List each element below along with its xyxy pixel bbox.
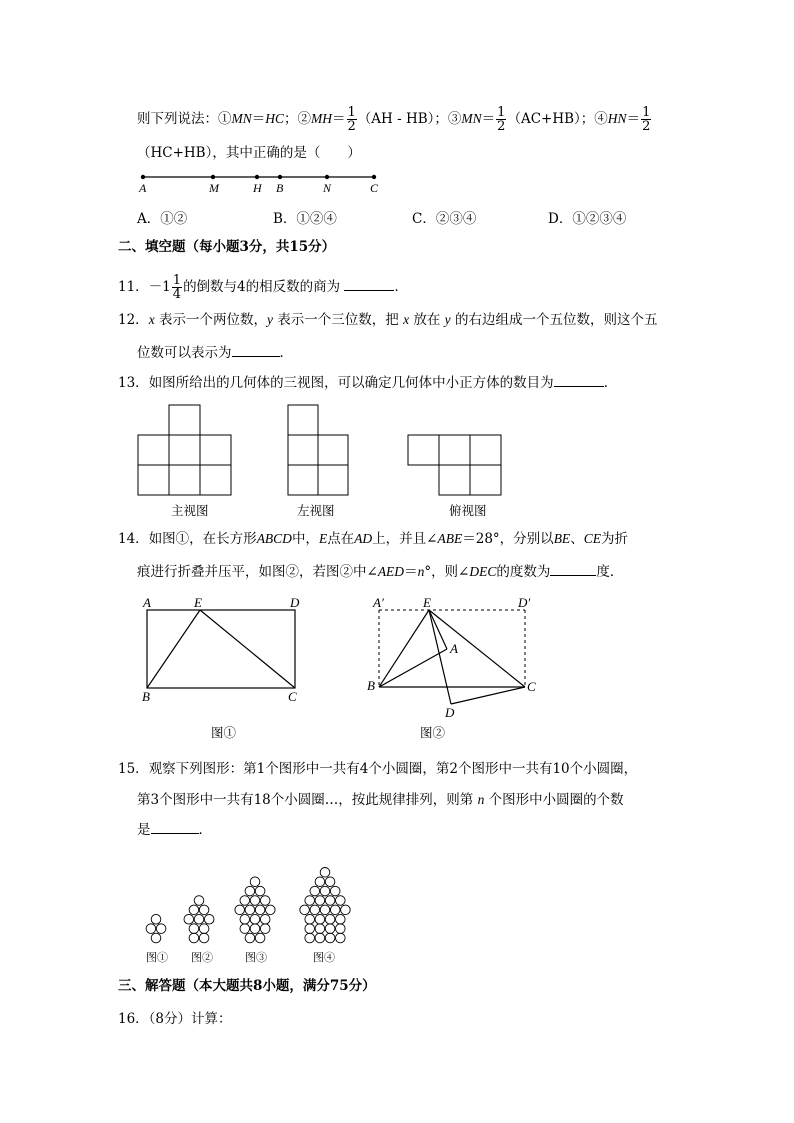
q15-answer-blank[interactable] (151, 820, 199, 834)
fig2-label-c: C (527, 679, 536, 694)
q14-caption-fig2: 图② (420, 725, 446, 740)
circle-fig4 (336, 896, 346, 906)
fig2-label-b: B (367, 678, 375, 693)
fig1-label-c: C (288, 689, 297, 704)
fig1-label-b: B (142, 689, 150, 704)
section2-title: 二、填空题（每小题3分，共15分） (118, 239, 336, 255)
fraction-half: $\frac{1}{2}$ (642, 105, 651, 134)
q14-figure-2 (365, 592, 545, 722)
q15-caption-4: 图④ (313, 951, 335, 964)
q14-answer-blank[interactable] (550, 562, 596, 576)
circle-fig2 (194, 914, 204, 924)
q12-line2: 位数可以表示为 ． (137, 345, 293, 361)
circle-fig3 (260, 924, 270, 934)
circle-fig2 (194, 896, 204, 906)
circle-fig3 (260, 914, 270, 924)
q14-line2: 痕进行折叠并压平，如图②，若图②中∠AED＝n°，则∠DEC的度数为 度． (137, 564, 624, 580)
point-b (278, 175, 282, 179)
circle-fig2 (204, 914, 214, 924)
circle-fig4 (336, 914, 346, 924)
q16-text: 16．（8分）计算： (118, 1011, 232, 1027)
circle-fig4 (325, 933, 335, 943)
point-label-b: B (276, 181, 284, 195)
fig2-label-d: D (445, 705, 455, 720)
circle-fig3 (250, 877, 260, 887)
circle-fig4 (336, 933, 346, 943)
circle-fig1 (156, 924, 166, 934)
circle-fig3 (266, 905, 276, 915)
q12-line1: 12．x 表示一个两位数，y 表示一个三位数，把 x 放在 y 的右边组成一个五位数，则这个五 (118, 312, 658, 328)
q15-caption-1: 图① (146, 951, 168, 964)
circle-fig2 (199, 905, 209, 915)
circle-fig3 (245, 933, 255, 943)
q15-caption-3: 图③ (245, 951, 267, 964)
circle-fig1 (151, 914, 161, 924)
circle-fig1 (146, 924, 156, 934)
circle-fig4 (315, 877, 325, 887)
circle-fig3 (235, 905, 245, 915)
left-view (288, 405, 348, 495)
circle-fig3 (240, 914, 250, 924)
circle-fig3 (250, 924, 260, 934)
circle-fig4 (325, 914, 335, 924)
circle-fig4 (320, 905, 330, 915)
q14-caption-fig1: 图① (211, 725, 237, 740)
fraction-quarter: $\frac{1}{4}$ (172, 273, 182, 302)
point-c (372, 175, 376, 179)
circle-fig3 (240, 896, 250, 906)
fraction-half: $\frac{1}{2}$ (347, 105, 356, 134)
circle-fig4 (325, 924, 335, 934)
point-h (255, 175, 259, 179)
circle-fig4 (315, 914, 325, 924)
top-view (408, 435, 501, 495)
q13-caption-top: 俯视图 (449, 503, 487, 518)
point-label-n: N (323, 181, 332, 195)
circle-fig4 (315, 924, 325, 934)
q10-option-d: D．①②③④ (548, 211, 627, 227)
circle-fig4 (325, 896, 335, 906)
circle-fig4 (315, 933, 325, 943)
section3-title: 三、解答题（本大题共8小题，满分75分） (118, 978, 376, 994)
circle-fig4 (320, 886, 330, 896)
q11-text: 11．－1 $\frac{1}{4}$ 的倒数与4的相反数的商为 ． (118, 273, 408, 302)
q10-number-line-figure (130, 168, 390, 196)
circle-fig2 (184, 914, 194, 924)
q15-circle-patterns-figure (135, 848, 365, 948)
circle-fig3 (255, 933, 265, 943)
fraction-half: $\frac{1}{2}$ (497, 105, 506, 134)
circle-fig3 (250, 914, 260, 924)
circle-fig4 (310, 905, 320, 915)
fig1-label-d: D (290, 595, 300, 610)
fig2-label-a: A (450, 641, 458, 656)
point-label-a: A (139, 181, 147, 195)
q13-caption-left: 左视图 (297, 503, 335, 518)
circle-fig3 (250, 896, 260, 906)
circle-fig4 (305, 896, 315, 906)
q11-answer-blank[interactable] (344, 277, 394, 291)
q15-line3: 是 ． (137, 822, 212, 838)
circle-fig3 (245, 905, 255, 915)
circle-fig4 (325, 877, 335, 887)
circle-fig2 (189, 933, 199, 943)
circle-fig4 (310, 886, 320, 896)
circle-fig4 (315, 896, 325, 906)
circle-fig4 (330, 905, 340, 915)
point-n (325, 175, 329, 179)
circle-fig3 (260, 896, 270, 906)
circle-fig4 (305, 924, 315, 934)
q13-text: 13．如图所给出的几何体的三视图，可以确定几何体中小正方体的数目为 ． (118, 375, 618, 391)
circle-fig2 (189, 905, 199, 915)
q15-line1: 15．观察下列图形：第1个图形中一共有4个小圆圈，第2个图形中一共有10个小圆圈， (118, 761, 638, 777)
q10-option-c: C．②③④ (412, 211, 477, 227)
circle-fig3 (240, 924, 250, 934)
q10-option-a: A．①② (137, 211, 188, 227)
q10-option-b: B．①②④ (273, 211, 337, 227)
circle-fig2 (199, 924, 209, 934)
fig1-label-e: E (194, 595, 202, 610)
q14-line1: 14．如图①，在长方形ABCD中，E点在AD上，并且∠ABE＝28°，分别以BE、CE为折 (118, 531, 628, 547)
circle-fig3 (245, 886, 255, 896)
fig2-label-a-prime: A′ (373, 595, 384, 610)
fig1-label-a: A (143, 595, 151, 610)
point-label-h: H (253, 181, 262, 195)
q14-figure-1 (135, 592, 315, 708)
circle-fig2 (199, 933, 209, 943)
q10-statements-line1: 则下列说法：①MN＝HC；②MH＝ $\frac{1}{2}$ （AH - HB）；③MN＝ $\frac{1}{2}$ （AC+HB）；④HN＝ $\frac{1}{2}$ (137, 105, 651, 134)
front-view (138, 405, 231, 495)
q13-caption-front: 主视图 (171, 503, 209, 518)
q10-statements-line2: （HC+HB），其中正确的是（ ） (137, 145, 361, 161)
point-label-m: M (209, 181, 219, 195)
circle-fig3 (255, 905, 265, 915)
circle-fig4 (300, 905, 310, 915)
circle-fig4 (330, 886, 340, 896)
circle-fig1 (151, 933, 161, 943)
fig2-label-d-prime: D′ (518, 595, 531, 610)
q15-caption-2: 图② (191, 951, 213, 964)
circle-fig4 (336, 924, 346, 934)
circle-fig3 (255, 886, 265, 896)
q12-answer-blank[interactable] (232, 343, 280, 357)
point-label-c: C (370, 181, 379, 195)
q13-answer-blank[interactable] (554, 373, 604, 387)
fig2-label-e: E (423, 595, 431, 610)
circle-fig4 (341, 905, 351, 915)
circle-fig4 (305, 933, 315, 943)
q15-line2: 第3个图形中一共有18个小圆圈…，按此规律排列，则第 n 个图形中小圆圈的个数 (137, 792, 624, 808)
circle-fig4 (320, 868, 330, 878)
q13-three-views-figure (130, 398, 510, 498)
circle-fig2 (189, 924, 199, 934)
point-a (141, 175, 145, 179)
circle-fig4 (305, 914, 315, 924)
point-m (211, 175, 215, 179)
